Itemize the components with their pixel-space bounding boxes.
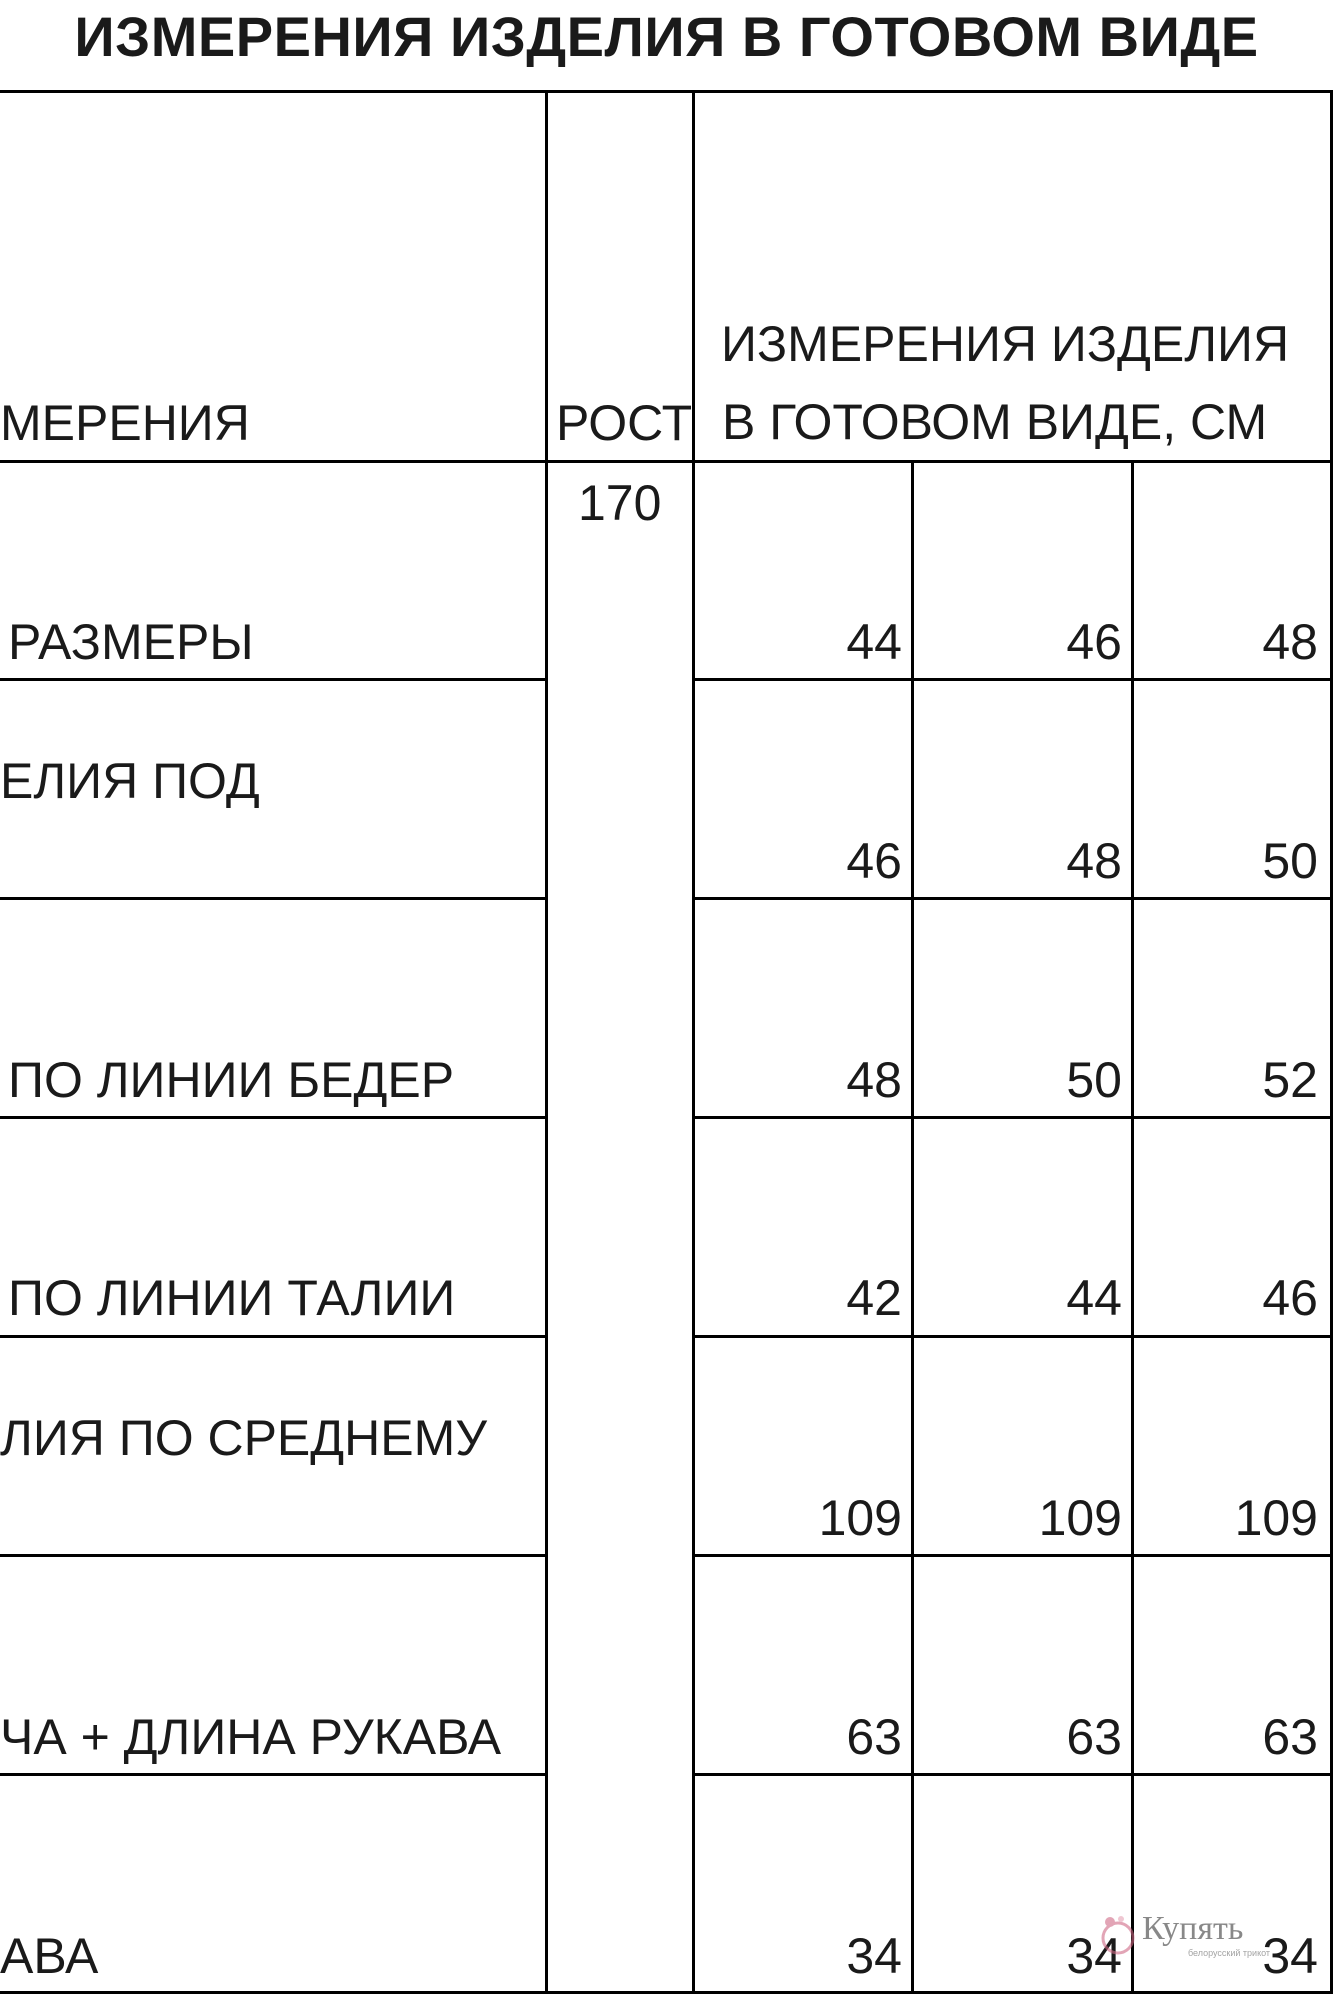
row-label: ПО ЛИНИИ БЕДЕР [8,1052,455,1108]
row-divider [0,1773,546,1776]
size-value: 48 [846,1052,902,1108]
size-value: 50 [1066,1052,1122,1108]
size-value: 50 [1262,833,1318,889]
logo-circle-icon [1096,1914,1140,1958]
row-label: ЛИЯ ПО СРЕДНЕМУ [0,1410,488,1466]
row-divider [694,897,1333,900]
size-value: 46 [1066,614,1122,670]
row-label: ПО ЛИНИИ ТАЛИИ [8,1270,456,1326]
page-title: ИЗМЕРЕНИЯ ИЗДЕЛИЯ В ГОТОВОМ ВИДЕ [74,5,1259,68]
watermark-text: Купять [1142,1910,1244,1947]
size-value: 34 [846,1928,902,1984]
size-value: 109 [1234,1490,1318,1546]
row-divider [0,678,546,681]
size-value: 63 [1066,1709,1122,1765]
column-divider [1131,460,1134,1994]
watermark-subtext: белорусский трикот [1188,1948,1271,1958]
row-label: АВА [0,1928,99,1984]
row-label: РАЗМЕРЫ [8,614,254,670]
column-divider [911,460,914,1994]
row-label: ЧА + ДЛИНА РУКАВА [0,1709,502,1765]
size-value: 46 [846,833,902,889]
row-divider [0,1116,546,1119]
row-divider [0,897,546,900]
size-value: 46 [1262,1270,1318,1326]
column-divider [545,90,548,1994]
size-value: 44 [1066,1270,1122,1326]
values-column-header-line1: ИЗМЕРЕНИЯ ИЗДЕЛИЯ [721,316,1290,372]
size-value: 48 [1262,614,1318,670]
size-value: 63 [846,1709,902,1765]
size-value: 63 [1262,1709,1318,1765]
row-label: ЕЛИЯ ПОД [0,753,260,809]
watermark [1094,1908,1299,1966]
row-divider [694,678,1333,681]
row-divider [694,1335,1333,1338]
row-divider [694,1554,1333,1557]
values-column-header-line2: В ГОТОВОМ ВИДЕ, СМ [722,394,1268,450]
size-value: 109 [818,1490,902,1546]
row-divider [694,1773,1333,1776]
column-divider [692,90,695,1994]
size-value: 34 [1066,1928,1122,1984]
size-value: 44 [846,614,902,670]
row-divider [0,1554,546,1557]
size-value: 42 [846,1270,902,1326]
height-value: 170 [578,475,662,531]
size-value: 109 [1038,1490,1122,1546]
size-value: 48 [1066,833,1122,889]
row-divider [694,1116,1333,1119]
height-column-header: РОСТ [556,395,693,451]
table-top-border [0,90,1333,93]
measurement-column-header: МЕРЕНИЯ [0,395,250,451]
size-value: 52 [1262,1052,1318,1108]
row-divider [0,1335,546,1338]
size-value: 34 [1262,1928,1318,1984]
